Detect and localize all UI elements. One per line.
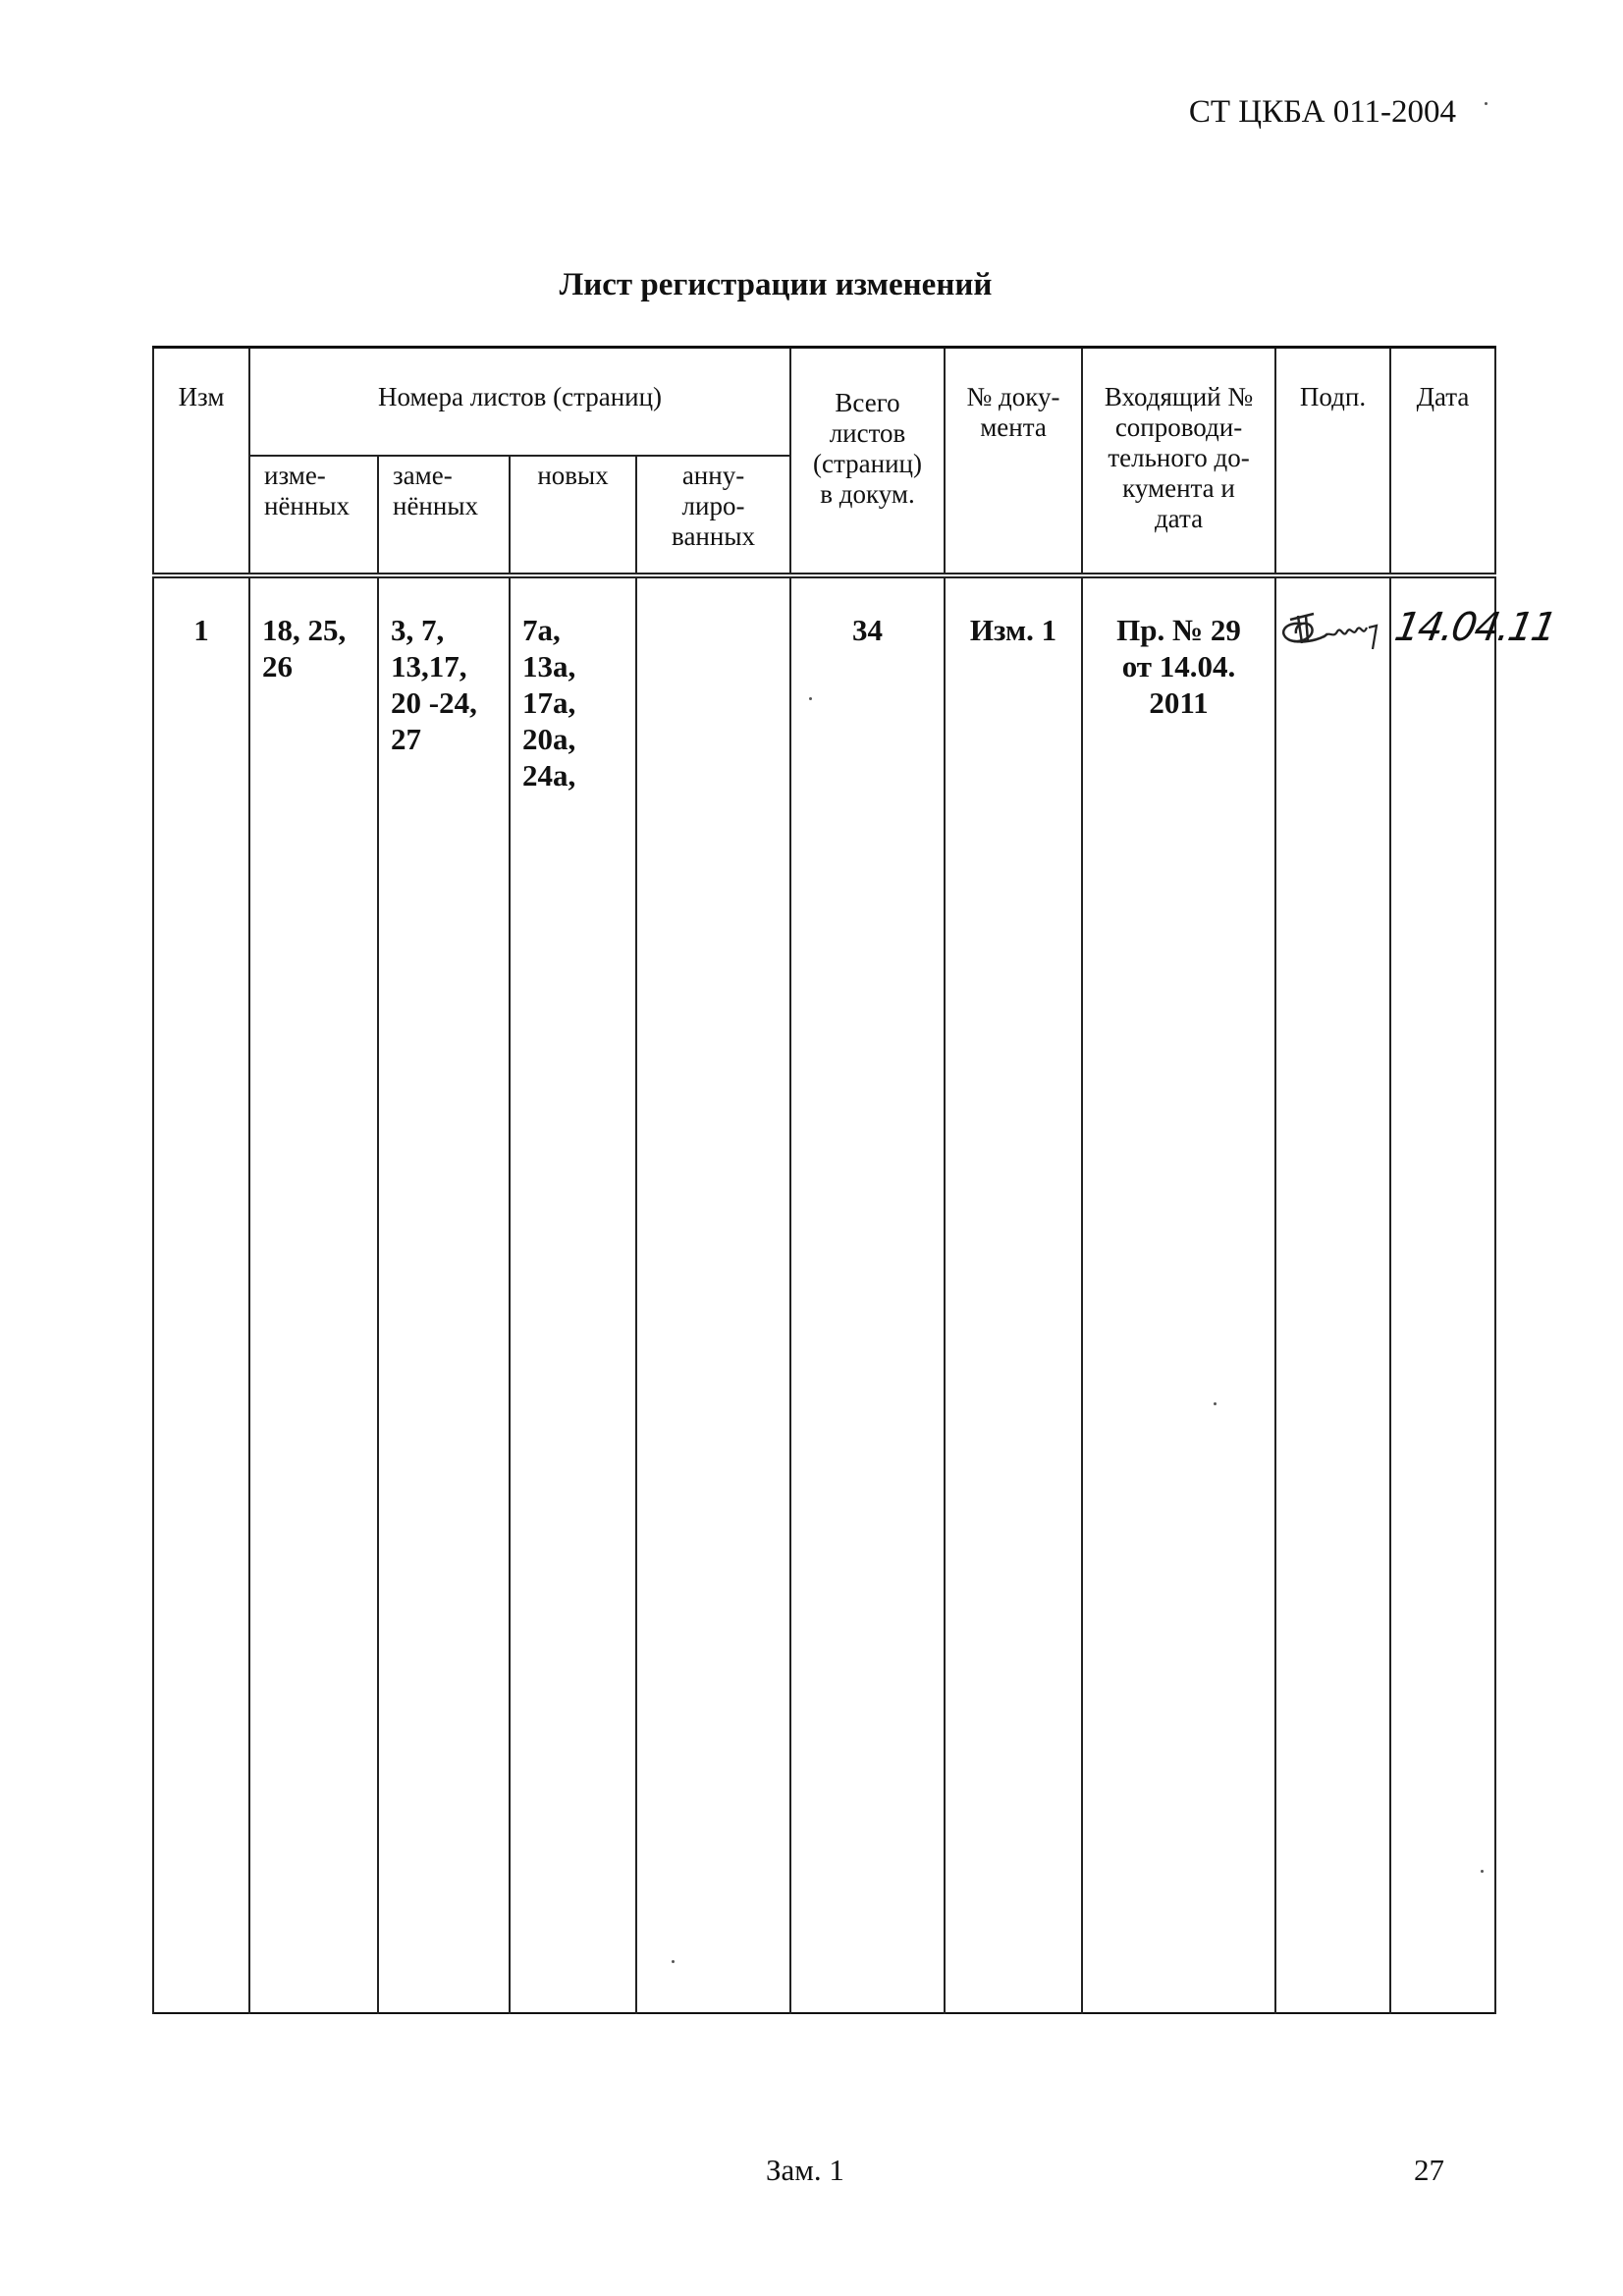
change-registration-table [152,346,1559,2014]
cell-annulled [636,575,790,2013]
handwritten-date: 14.04.11 [1391,605,1559,650]
cell-incoming-document: Пр. № 29 от 14.04. 2011 [1082,575,1275,2013]
col-header-incoming-document: Входящий № сопроводи- тельного до- кумента и дата [1082,348,1275,576]
handwritten-signature [1274,594,1388,663]
col-header-document-number: № доку- мента [945,348,1082,576]
cell-changed: 18, 25, 26 [249,575,378,2013]
scan-speck [1485,102,1488,105]
scan-speck [672,1960,675,1963]
scan-speck [1481,1870,1484,1873]
cell-replaced: 3, 7, 13,17, 20 -24, 27 [378,575,510,2013]
cell-new: 7а, 13а, 17а, 20а, 24а, [510,575,636,2013]
col-header-total-sheets: Всего листов (страниц) в докум. [790,348,945,576]
page-number: 27 [1414,2153,1444,2187]
cell-total: 34 [790,575,945,2013]
col-header-replaced: заме- нённых [378,456,510,575]
cell-signature [1275,575,1390,2013]
page-title: Лист регистрации изменений [559,267,993,302]
col-header-date: Дата [1390,348,1495,576]
col-header-changed: изме- нённых [249,456,378,575]
table-row [153,575,1495,2013]
scan-speck [809,697,812,700]
scan-speck [1214,1402,1217,1405]
document-code: СТ ЦКБА 011-2004 [1188,94,1456,130]
cell-document-number: Изм. 1 [945,575,1082,2013]
col-header-new: новых [510,456,636,575]
cell-izm: 1 [153,575,249,2013]
col-header-signature: Подп. [1275,348,1390,576]
col-header-izm: Изм [153,348,249,576]
col-header-sheet-numbers: Номера листов (страниц) [249,348,790,457]
cell-date [1390,575,1559,2013]
col-header-annulled: анну- лиро- ванных [636,456,790,575]
footer-change-label: Зам. 1 [766,2153,844,2187]
